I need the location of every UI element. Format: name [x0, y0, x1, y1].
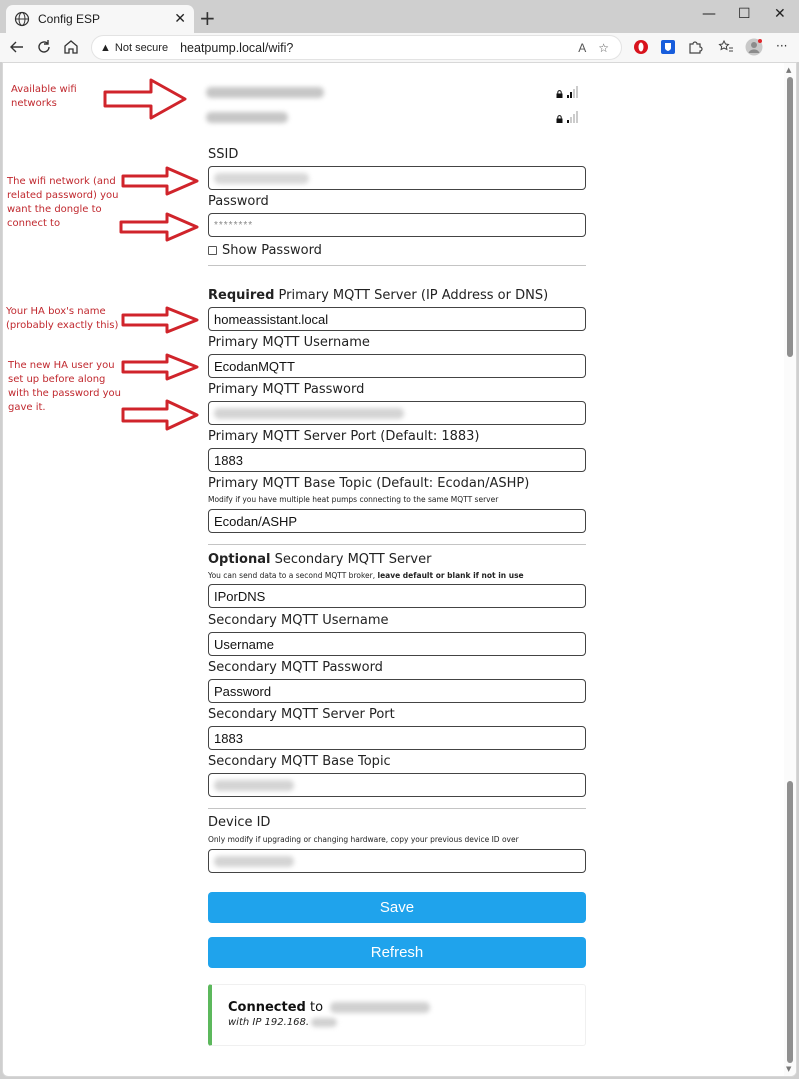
warning-triangle-icon[interactable]: ▲ [100, 41, 111, 54]
redacted-device-id [214, 856, 294, 867]
page-viewport [2, 62, 797, 1077]
secondary-port-label: Secondary MQTT Server Port [208, 707, 395, 722]
close-tab-icon[interactable]: ✕ [174, 11, 186, 27]
primary-password-label: Primary MQTT Password [208, 382, 365, 397]
primary-port-input[interactable]: 1883 [208, 448, 586, 472]
save-button[interactable]: Save [208, 892, 586, 923]
secondary-heading-bold: Optional [208, 552, 271, 567]
primary-server-input[interactable]: homeassistant.local [208, 307, 586, 331]
arrow-username-icon [121, 353, 201, 381]
favorites-list-icon[interactable] [718, 39, 734, 55]
password-input[interactable]: ******** [208, 213, 586, 237]
arrow-networks-icon [103, 78, 189, 120]
back-icon[interactable] [8, 38, 26, 56]
device-id-hint: Only modify if upgrading or changing hardware, copy your previous device ID over [208, 835, 519, 844]
globe-icon [14, 11, 30, 27]
divider [208, 808, 586, 809]
opera-extension-icon[interactable] [633, 39, 649, 55]
browser-toolbar [0, 33, 799, 62]
address-bar[interactable] [91, 35, 622, 60]
home-icon[interactable] [62, 38, 80, 56]
signal-bar [570, 92, 572, 98]
url-text[interactable]: heatpump.local/wifi? [180, 40, 294, 55]
tab-bar [0, 0, 799, 33]
arrow-mqtt-password-icon [121, 399, 201, 431]
redacted-password-value [214, 408, 404, 419]
secondary-heading-rest: Secondary MQTT Server [270, 552, 432, 567]
connection-status-card [208, 984, 586, 1046]
primary-heading-bold: Required [208, 288, 275, 303]
checkbox-box[interactable] [208, 246, 217, 255]
lock-icon [556, 115, 563, 123]
device-id-input[interactable] [208, 849, 586, 873]
redacted-connected-ssid [330, 1002, 430, 1013]
ellipsis-icon[interactable]: ··· [776, 39, 788, 53]
wifi-network-item[interactable] [206, 109, 578, 125]
secondary-hint [208, 571, 524, 580]
secondary-heading [208, 552, 431, 567]
bitwarden-shield-icon[interactable] [660, 39, 676, 55]
primary-topic-label: Primary MQTT Base Topic (Default: Ecodan/ASHP) [208, 476, 530, 491]
secondary-password-input[interactable]: Password [208, 679, 586, 703]
ip-prefix: with IP 192.168. [228, 1017, 310, 1028]
connected-to: to [305, 1000, 328, 1015]
signal-indicator [556, 86, 578, 98]
refresh-button[interactable]: Refresh [208, 937, 586, 968]
primary-heading-rest: Primary MQTT Server (IP Address or DNS) [274, 288, 549, 303]
signal-bar [567, 95, 569, 98]
primary-username-label: Primary MQTT Username [208, 335, 370, 350]
annotation-wifi: The wifi network (and related password) you want the dongle to connect to [7, 176, 119, 229]
arrow-ssid-icon [121, 166, 201, 196]
browser-tab[interactable] [6, 5, 194, 33]
primary-password-input[interactable] [208, 401, 586, 425]
new-tab-icon[interactable]: + [199, 6, 216, 30]
scrollbar-thumb[interactable] [787, 781, 793, 1063]
scroll-up-icon[interactable]: ▲ [786, 66, 792, 74]
primary-topic-input[interactable]: Ecodan/ASHP [208, 509, 586, 533]
arrow-password-icon [119, 212, 201, 242]
secondary-password-label: Secondary MQTT Password [208, 660, 383, 675]
primary-port-label: Primary MQTT Server Port (Default: 1883) [208, 429, 480, 444]
show-password-checkbox[interactable] [208, 243, 322, 258]
scrollbar-thumb[interactable] [787, 77, 793, 357]
secondary-hint-bold: leave default or blank if not in use [377, 571, 524, 580]
annotation-ha-user: The new HA user you set up before along with the password you gave it. [8, 360, 122, 413]
security-label[interactable]: Not secure [114, 41, 169, 54]
show-password-label: Show Password [222, 243, 322, 258]
puzzle-icon[interactable] [687, 39, 703, 55]
redacted-topic-value [214, 780, 294, 791]
tab-title: Config ESP [38, 12, 101, 26]
ssid-input[interactable] [208, 166, 586, 190]
ssid-label: SSID [208, 147, 239, 162]
divider [208, 265, 586, 266]
secondary-username-label: Secondary MQTT Username [208, 613, 389, 628]
star-icon[interactable]: ☆ [598, 40, 609, 55]
reload-icon[interactable] [35, 38, 53, 56]
scrollbar[interactable] [784, 63, 796, 1076]
primary-username-input[interactable]: EcodanMQTT [208, 354, 586, 378]
redacted-ip-suffix [311, 1018, 337, 1027]
annotation-ha-box: Your HA box's name (probably exactly this) [6, 306, 119, 331]
wifi-network-item[interactable] [206, 84, 578, 100]
signal-bar [567, 120, 569, 123]
read-aloud-icon[interactable]: A [578, 40, 587, 55]
close-window-icon[interactable]: ✕ [774, 6, 786, 22]
signal-bar [576, 86, 578, 98]
connected-label: Connected [228, 1000, 306, 1015]
lock-icon [556, 90, 563, 98]
redacted-ssid [206, 87, 324, 98]
signal-bar [573, 89, 575, 98]
primary-heading [208, 288, 548, 303]
annotation-networks: Available wifi networks [11, 84, 77, 109]
ip-line [228, 1017, 585, 1028]
signal-bar [573, 114, 575, 123]
signal-bar [570, 117, 572, 123]
scroll-down-icon[interactable]: ▼ [786, 1065, 792, 1073]
redacted-ssid-value [214, 173, 309, 184]
maximize-icon[interactable]: ☐ [738, 6, 751, 22]
password-label: Password [208, 194, 269, 209]
device-id-label: Device ID [208, 815, 271, 830]
minimize-icon[interactable]: — [702, 6, 716, 22]
secondary-hint-plain: You can send data to a second MQTT broker, [208, 571, 378, 580]
secondary-topic-input[interactable] [208, 773, 586, 797]
redacted-ssid [206, 112, 288, 123]
divider [208, 544, 586, 545]
connected-line [228, 1000, 585, 1015]
primary-topic-hint: Modify if you have multiple heat pumps connecting to the same MQTT server [208, 495, 499, 504]
signal-bar [576, 111, 578, 123]
secondary-username-input[interactable]: Username [208, 632, 586, 656]
secondary-server-input[interactable]: IPorDNS [208, 584, 586, 608]
arrow-server-icon [121, 306, 201, 334]
secondary-topic-label: Secondary MQTT Base Topic [208, 754, 391, 769]
signal-indicator [556, 111, 578, 123]
avatar-icon[interactable] [745, 38, 763, 56]
secondary-port-input[interactable]: 1883 [208, 726, 586, 750]
